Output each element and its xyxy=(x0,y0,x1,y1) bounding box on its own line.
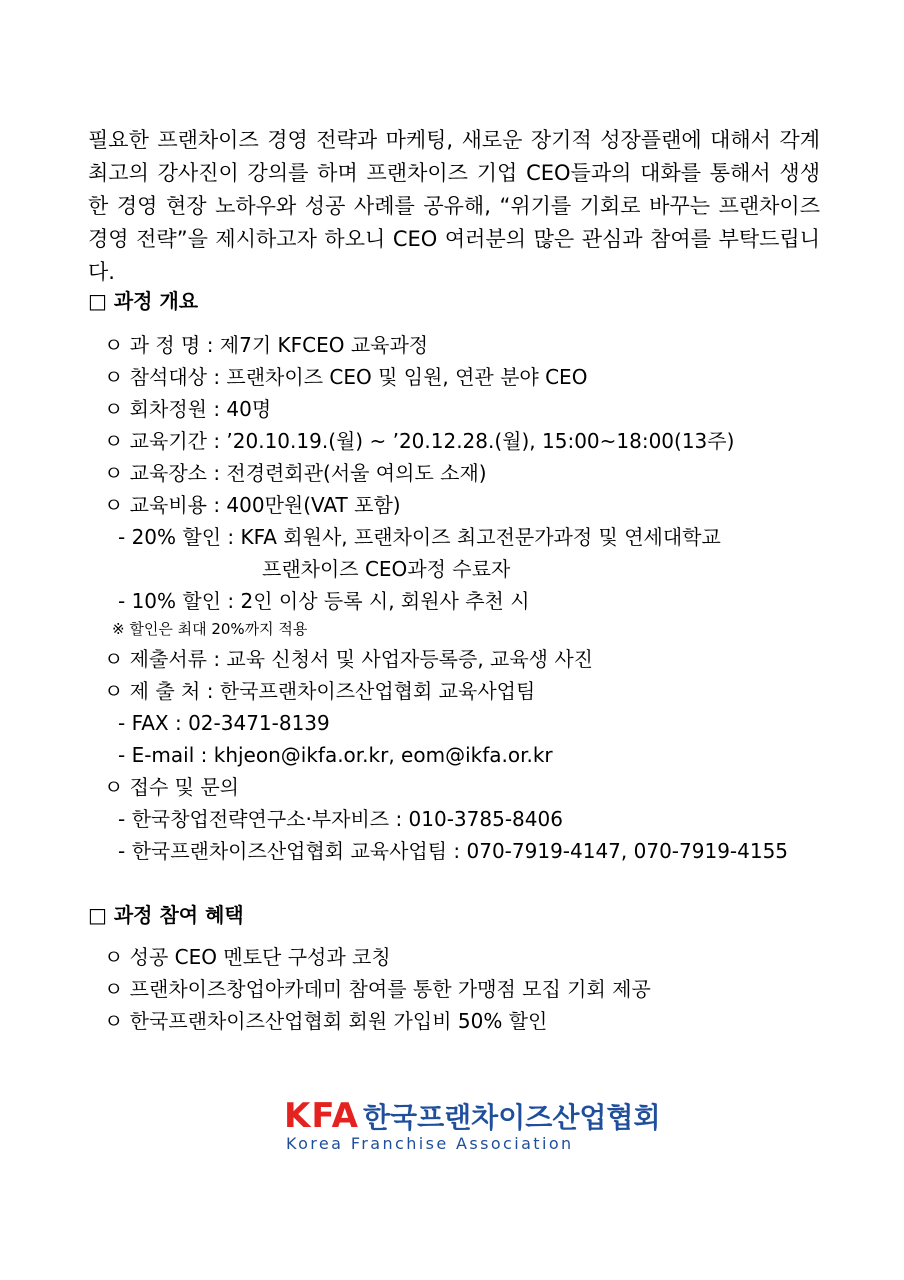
inquiry-contact-2: - 한국프랜차이즈산업협회 교육사업팀 : 070-7919-4147, 070-7919-4155 xyxy=(118,839,789,863)
discount-10: - 10% 할인 : 2인 이상 등록 시, 회원사 추천 시 xyxy=(118,589,530,613)
kfa-logo xyxy=(284,1096,661,1156)
capacity: ㅇ 회차정원 : 40명 xyxy=(104,397,272,421)
submit-to: ㅇ 제 출 처 : 한국프랜차이즈산업협회 교육사업팀 xyxy=(104,679,536,703)
benefit-item: ㅇ 성공 CEO 멘토단 구성과 코칭 xyxy=(104,945,391,969)
inquiry-heading: ㅇ 접수 및 문의 xyxy=(104,775,239,799)
discount-20-line2: 프랜차이즈 CEO과정 수료자 xyxy=(262,557,511,581)
benefit-item: ㅇ 한국프랜차이즈산업협회 회원 가입비 50% 할인 xyxy=(104,1009,548,1033)
course-name: ㅇ 과 정 명 : 제7기 KFCEO 교육과정 xyxy=(104,333,429,357)
fax-number: - FAX : 02-3471-8139 xyxy=(118,711,330,735)
benefit-item: ㅇ 프랜차이즈창업아카데미 참여를 통한 가맹점 모집 기회 제공 xyxy=(104,977,651,1001)
discount-20-line1: - 20% 할인 : KFA 회원사, 프랜차이즈 최고전문가과정 및 연세대학교 xyxy=(118,525,721,549)
intro-paragraph: 필요한 프랜차이즈 경영 전략과 마케팅, 새로운 장기적 성장플랜에 대해서 각계 최고의 강사진이 강의를 하며 프랜차이즈 기업 CEO들과의 대화를 통해서 생생한 경영 현장 노하우와 성공 사례를 공유해, “위기를 기회로 바꾸는 프랜차이즈 경영 전략”을 제시하고자 하오니 CEO 여러분의 많은 관심과 참여를 부탁드립니다. xyxy=(88,128,820,284)
inquiry-contact-1: - 한국창업전략연구소·부자비즈 : 010-3785-8406 xyxy=(118,807,563,831)
logo-korean-name: 한국프랜차이즈산업협회 xyxy=(362,1101,661,1134)
discount-note: ※ 할인은 최대 20%까지 적용 xyxy=(112,620,308,638)
education-fee: ㅇ 교육비용 : 400만원(VAT 포함) xyxy=(104,493,401,517)
education-period: ㅇ 교육기간 : ’20.10.19.(월) ~ ’20.12.28.(월), 15:00~18:00(13주) xyxy=(104,429,735,453)
required-documents: ㅇ 제출서류 : 교육 신청서 및 사업자등록증, 교육생 사진 xyxy=(104,647,593,671)
education-venue: ㅇ 교육장소 : 전경련회관(서울 여의도 소재) xyxy=(104,461,487,485)
section-heading-benefits: □ 과정 참여 혜택 xyxy=(88,903,244,927)
logo-kfa-text: KFA xyxy=(284,1096,359,1136)
section-heading-overview: □ 과정 개요 xyxy=(88,289,199,313)
email-contact: - E-mail : khjeon@ikfa.or.kr, eom@ikfa.or.kr xyxy=(118,743,553,767)
target-audience: ㅇ 참석대상 : 프랜차이즈 CEO 및 임원, 연관 분야 CEO xyxy=(104,365,588,389)
logo-english-name: Korea Franchise Association xyxy=(286,1134,574,1153)
